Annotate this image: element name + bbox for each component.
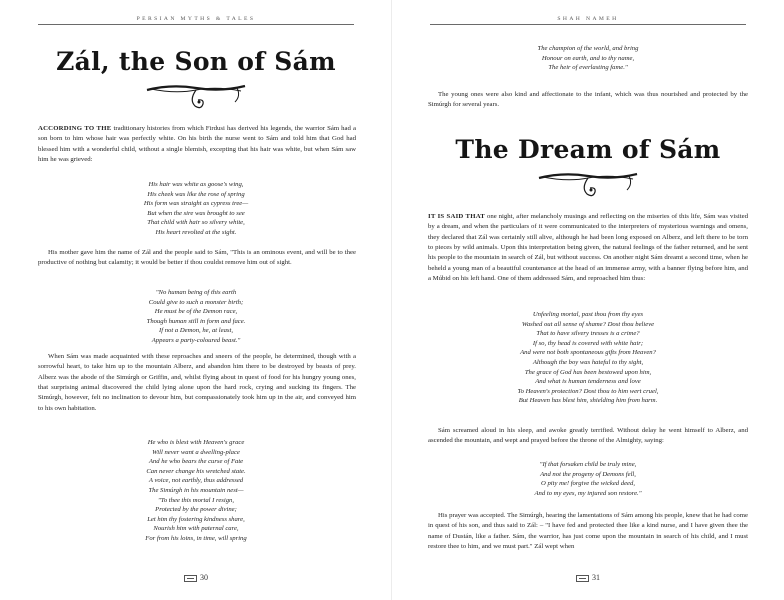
- verse-line: His cheek was like the rose of spring: [147, 190, 245, 198]
- folio-ornament-icon: [576, 575, 589, 582]
- verse-line: That child with hair so silvery white,: [147, 219, 245, 227]
- intro-paragraph: [428, 212, 748, 284]
- verse-line: The grace of God has been bestowed upon him,: [524, 368, 652, 376]
- verse-line: A voice, not earthly, thus addressed: [148, 477, 244, 485]
- verse-block: [0, 438, 392, 544]
- verse-line: But when the sire was brought to see: [147, 209, 245, 217]
- verse-block: [0, 288, 392, 346]
- verse-line: Washed out all sense of shame? Dost thou believe: [521, 320, 655, 328]
- verse-line: He who is blest with Heaven's grace: [147, 439, 245, 446]
- running-head: PERSIAN MYTHS & TALES: [136, 16, 256, 22]
- paragraph: The young ones were also kind and affectionate to the infant, which was thus nourished and protected by the Simúrgh for several years.: [428, 91, 748, 109]
- verse-line: He must be of the Demon race,: [154, 308, 238, 316]
- page-number: [392, 573, 784, 582]
- paragraph: His mother gave him the name of Zál and the people said to Sám, "This is an ominous event, and will be to thee productive of nothing but calamity; it would be better if thou couldst remove him out of sight.: [38, 249, 356, 267]
- chapter-title: Zál, the Son of Sám: [56, 47, 336, 76]
- verse-line: The champion of the world, and bring: [537, 45, 639, 52]
- verse-line: Nourish him with paternal care,: [153, 525, 239, 533]
- verse-line: "To thee this mortal I resign,: [157, 496, 235, 504]
- verse-line: "No human being of this earth: [155, 289, 237, 296]
- verse-line: The heir of everlasting fame.": [548, 64, 628, 72]
- right-page: [392, 0, 784, 600]
- intro-paragraph: [38, 124, 356, 165]
- verse-line: But Heaven has blest him, shielding him from harm.: [518, 397, 658, 405]
- flourish-ornament-icon: [141, 82, 251, 112]
- lead-in: IT IS SAID THAT: [428, 213, 485, 220]
- page-number-text: 30: [200, 573, 208, 582]
- verse-line: Could give to such a monster birth;: [148, 298, 244, 306]
- verse-line: Let him thy fostering kindness share,: [147, 515, 245, 523]
- paragraph-text: one night, after melancholy musings and reflecting on the miseries of this life, Sám was visited by a dream, and when the particulars of it were communicated to the interpreters of mysterious warnings and omens, they declared that Zál was certainly still alive, although he had been long exposed on Alberz, and left there to be torn to pieces by wild animals. Upon this interpretation being given, the natural feelings of the father returned, and he sent his people to the mountain in search of Zál, but without success. On another night Sám dreamt a second time, when he beheld a young man of a beautiful countenance at the head of an immense army, with a banner flying before him, and a Múbid on his left hand. One of them addressed Sám, and reproached him thus:: [428, 213, 748, 283]
- verse-line: The Simúrgh in his mountain nest—: [148, 486, 244, 494]
- page-number: [0, 573, 392, 582]
- header-rule: [430, 24, 746, 25]
- verse-line: His heart revolted at the sight.: [155, 228, 237, 236]
- paragraph: When Sám was made acquainted with these reproaches and sneers of the people, he determined, though with a sorrowful heart, to take him up to the mountain Alberz, and abandon him there to be destroyed by beasts of prey. Alberz was the abode of the Simúrgh or Griffin, and, whilst flying about in quest of food for his hungry young ones, that surprising animal discovered the child lying alone upon the hard rock, crying and sucking its fingers. The Simúrgh, however, felt no inclination to devour him, but compassionately took him up in the air, and conveyed him to his own habitation.: [38, 353, 356, 412]
- verse-line: Protected by the power divine;: [155, 506, 237, 514]
- verse-line: Can never change his wretched state.: [146, 467, 246, 475]
- paragraph: Sám screamed aloud in his sleep, and awoke greatly terrified. Without delay he went himself to Alberz, and ascended the mountain, and wept and prayed before the throne of the Almighty, saying:: [428, 427, 748, 445]
- verse-line: Though human still in form and face.: [146, 317, 246, 325]
- folio-ornament-icon: [184, 575, 197, 582]
- verse-line: Honour on earth, and to thy name,: [541, 54, 635, 62]
- verse-line: Unfeeling mortal, past thou from thy eyes: [532, 311, 644, 318]
- paragraph-text: traditionary histories from which Firdusi has derived his legends, the warrior Sám had a son born to him whose hair was perfectly white. On his birth the nurse went to Sám and told him that God had blessed him with a wonderful child, without a single blemish, excepting that his hair was white, but when Sám saw him he was grieved:: [38, 125, 356, 164]
- page-number-text: 31: [592, 573, 600, 582]
- verse-block: [392, 310, 784, 406]
- verse-line: If not a Demon, he, at least,: [159, 327, 233, 335]
- verse-line: Although the boy was hateful to thy sight,: [532, 358, 644, 366]
- verse-line: And were not both spontaneous gifts from Heaven?: [520, 349, 656, 357]
- flourish-ornament-icon: [533, 170, 643, 200]
- verse-block: [392, 460, 784, 498]
- verse-line: And not the progeny of Demons fell,: [540, 470, 636, 478]
- paragraph: His prayer was accepted. The Simúrgh, hearing the lamentations of Sám among his people, knew that he had come in quest of his son, and thus said to Zál: – "I have fed and protected thee like a kind nurse, and I have given thee the name of Dustán, like a father. Sám, the warrior, has just come upon the mountain in search of his child, and I must restore thee to him, and we must part." Zál wept when: [428, 512, 748, 551]
- verse-block: [0, 180, 392, 238]
- chapter-title: The Dream of Sám: [455, 135, 721, 164]
- verse-block: [392, 44, 784, 73]
- lead-in: ACCORDING TO THE: [38, 125, 112, 132]
- verse-line: His form was straight as cypress tree—: [143, 200, 249, 208]
- header-rule: [38, 24, 354, 25]
- verse-line: And to my eyes, my injured son restore.": [534, 489, 642, 497]
- verse-line: "If that forsaken child be truly mine,: [539, 461, 637, 468]
- running-head: SHAH NAMEH: [557, 16, 619, 22]
- verse-line: Appears a party-coloured beast.": [151, 336, 241, 344]
- verse-line: And what is human tenderness and love: [535, 378, 641, 386]
- verse-line: For from his loins, in time, will spring: [145, 534, 247, 542]
- verse-line: His hair was white as goose's wing,: [148, 181, 244, 188]
- verse-line: And he who bears the curse of Fate: [148, 458, 244, 466]
- verse-line: That to have silvery tresses is a crime?: [536, 330, 640, 338]
- verse-line: To Heaven's protection? Dost thou to him wert cruel,: [517, 387, 659, 395]
- verse-line: Will never want a dwelling-place: [152, 448, 240, 456]
- verse-line: O pity me! forgive the wicked deed,: [541, 480, 635, 488]
- verse-line: If so, thy head is covered with white hair;: [532, 339, 644, 347]
